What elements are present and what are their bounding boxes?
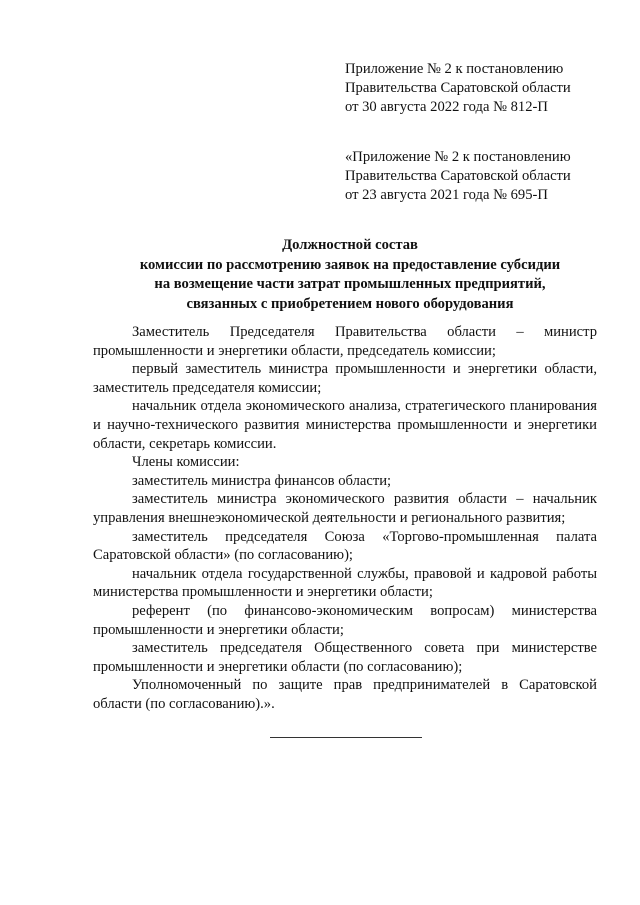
appendix-header-original <box>345 148 615 205</box>
committee-member-paragraph: заместитель председателя Общественного совета при министерстве промышленности и энергетики области (по согласованию); <box>93 640 597 675</box>
appendix-line: Правительства Саратовской области <box>345 168 571 184</box>
appendix-line: «Приложение № 2 к постановлению <box>345 149 571 165</box>
title-line: Должностной состав <box>282 237 418 253</box>
committee-member-paragraph: референт (по финансово-экономическим вопросам) министерства промышленности и энергетики области; <box>93 602 597 638</box>
appendix-line: от 23 августа 2021 года № 695-П <box>345 187 548 203</box>
committee-member-paragraph: заместитель председателя Союза «Торгово-промышленная палата Саратовской области» (по согласованию); <box>93 528 597 564</box>
appendix-line: от 30 августа 2022 года № 812-П <box>345 99 548 115</box>
committee-members-heading: Члены комиссии: <box>132 454 240 471</box>
closing-horizontal-rule <box>270 737 422 738</box>
committee-member-paragraph: Уполномоченный по защите прав предпринимателей в Саратовской области (по согласованию).». <box>93 677 597 712</box>
title-line: связанных с приобретением нового оборудования <box>186 295 514 312</box>
committee-member-paragraph: заместитель министра экономического развития области – начальник управления внешнеэкономической деятельности и регионального развития; <box>93 491 597 526</box>
title-line: на возмещение части затрат промышленных предприятий, <box>154 276 546 292</box>
committee-member-paragraph: первый заместитель министра промышленности и энергетики области, заместитель председателя комиссии; <box>93 361 597 396</box>
appendix-line: Правительства Саратовской области <box>345 80 571 96</box>
appendix-line: Приложение № 2 к постановлению <box>345 61 564 77</box>
document-title <box>90 236 610 314</box>
committee-member-paragraph: заместитель министра финансов области; <box>132 472 392 489</box>
committee-member-paragraph: начальник отдела государственной службы, правовой и кадровой работы министерства промышленности и энергетики области; <box>93 565 597 601</box>
committee-member-paragraph: начальник отдела экономического анализа, стратегического планирования и научно-технического развития министерства промышленности и энергетики области, секретарь комиссии. <box>93 398 597 452</box>
appendix-header-current <box>345 60 615 117</box>
title-line: комиссии по рассмотрению заявок на предоставление субсидии <box>139 256 561 273</box>
committee-member-paragraph: Заместитель Председателя Правительства области – министр промышленности и энергетики области, председатель комиссии; <box>93 324 597 359</box>
committee-list <box>93 323 597 713</box>
